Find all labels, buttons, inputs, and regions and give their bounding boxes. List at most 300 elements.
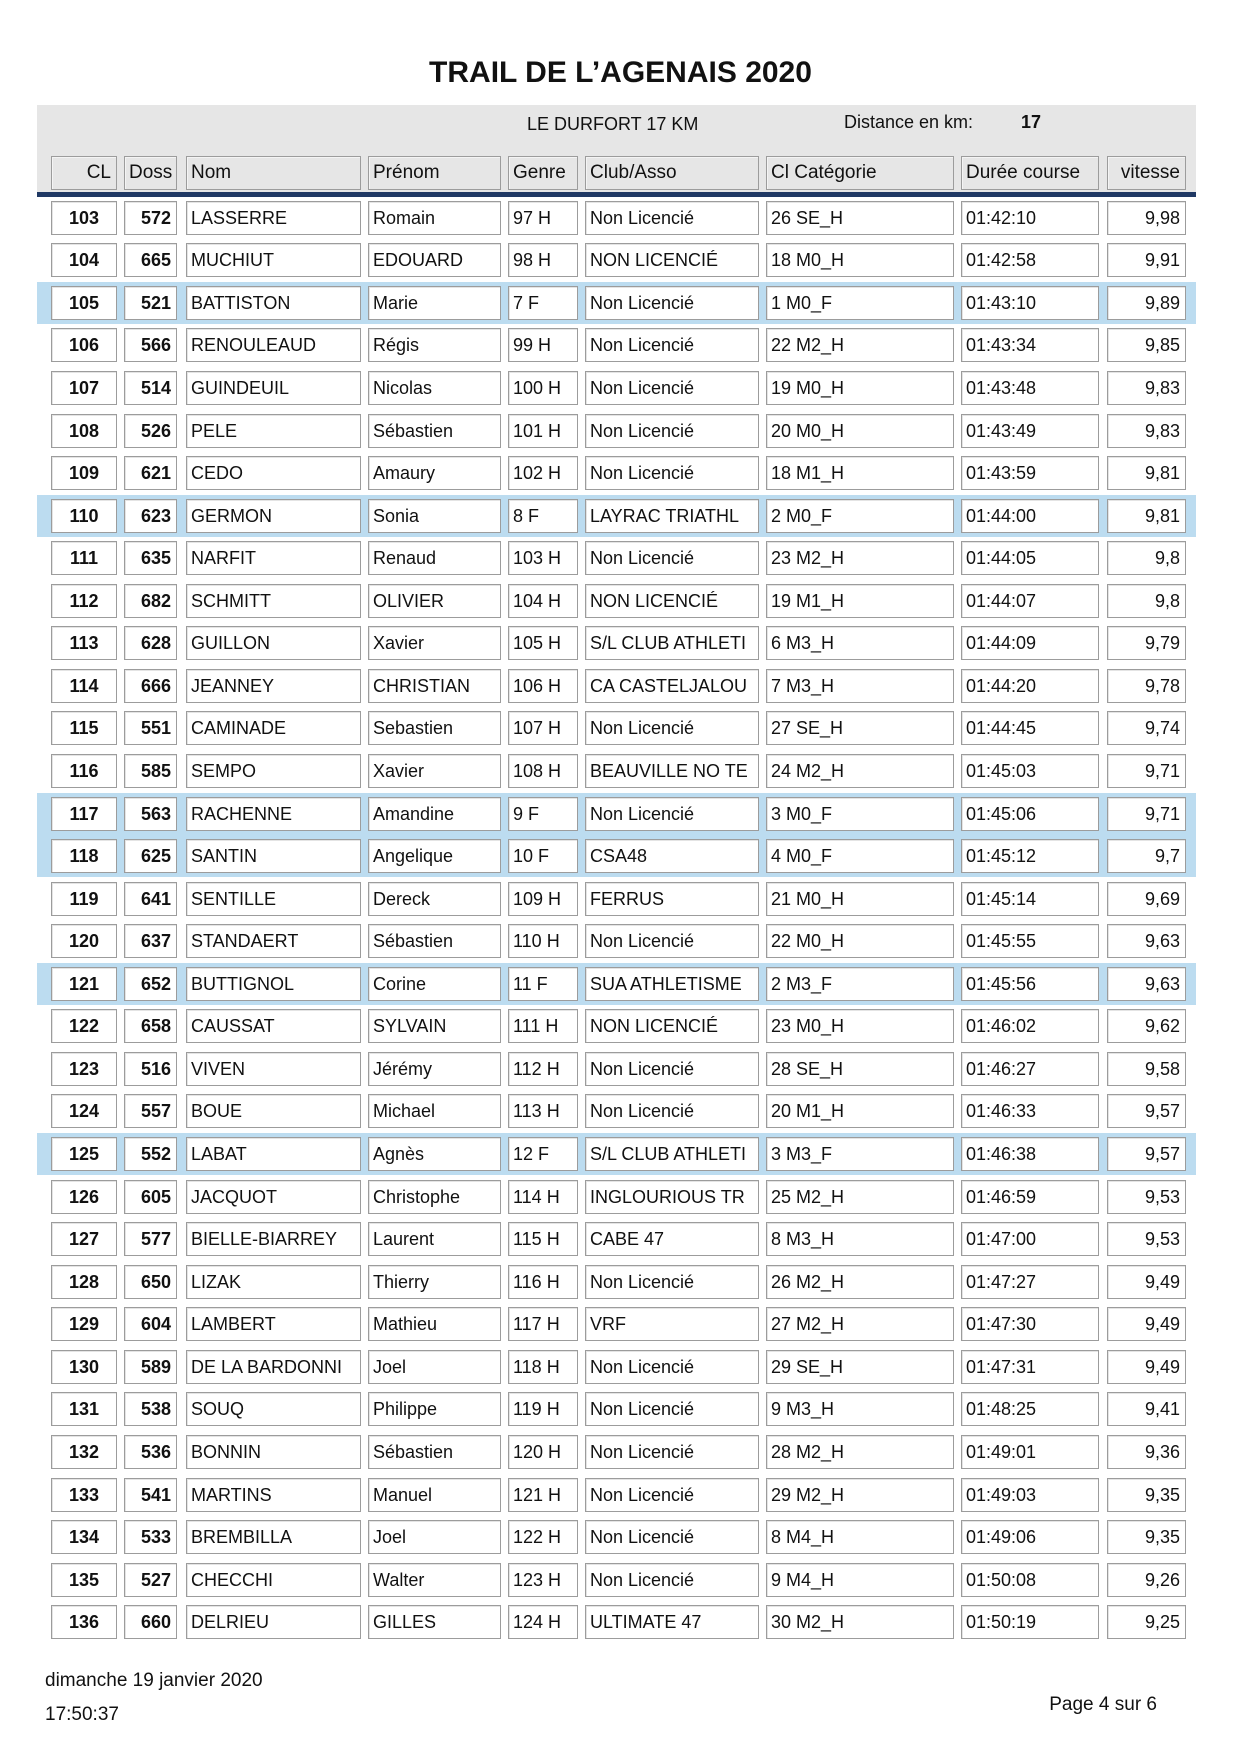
cell-time: 01:47:27	[961, 1265, 1099, 1299]
cell-rank: 123	[51, 1052, 117, 1086]
cell-rank: 120	[51, 924, 117, 958]
cell-rank: 134	[51, 1520, 117, 1554]
cell-gender-rank: 105 H	[508, 626, 578, 660]
result-row	[37, 1048, 1196, 1090]
cell-category-rank: 22 M2_H	[766, 328, 954, 362]
cell-category-rank: 8 M3_H	[766, 1222, 954, 1256]
cell-last-name: MARTINS	[186, 1478, 361, 1512]
column-header-doss: Doss	[124, 156, 177, 190]
cell-gender-rank: 107 H	[508, 711, 578, 745]
cell-gender-rank: 7 F	[508, 286, 578, 320]
cell-speed: 9,49	[1107, 1265, 1186, 1299]
cell-club: S/L CLUB ATHLETI	[585, 1137, 759, 1171]
cell-gender-rank: 118 H	[508, 1350, 578, 1384]
cell-gender-rank: 104 H	[508, 584, 578, 618]
cell-bib: 521	[124, 286, 177, 320]
cell-category-rank: 21 M0_H	[766, 882, 954, 916]
cell-rank: 112	[51, 584, 117, 618]
cell-club: Non Licencié	[585, 201, 759, 235]
cell-rank: 118	[51, 839, 117, 873]
cell-time: 01:45:14	[961, 882, 1099, 916]
cell-gender-rank: 102 H	[508, 456, 578, 490]
cell-club: Non Licencié	[585, 286, 759, 320]
cell-gender-rank: 112 H	[508, 1052, 578, 1086]
cell-speed: 9,81	[1107, 499, 1186, 533]
cell-category-rank: 3 M0_F	[766, 797, 954, 831]
cell-club: Non Licencié	[585, 1435, 759, 1469]
cell-speed: 9,36	[1107, 1435, 1186, 1469]
cell-first-name: Philippe	[368, 1392, 501, 1426]
cell-bib: 660	[124, 1605, 177, 1639]
cell-gender-rank: 98 H	[508, 243, 578, 277]
cell-first-name: Joel	[368, 1350, 501, 1384]
result-row	[37, 1133, 1196, 1175]
cell-bib: 551	[124, 711, 177, 745]
cell-speed: 9,71	[1107, 754, 1186, 788]
cell-club: Non Licencié	[585, 456, 759, 490]
result-row	[37, 920, 1196, 962]
cell-rank: 125	[51, 1137, 117, 1171]
cell-gender-rank: 122 H	[508, 1520, 578, 1554]
cell-last-name: BATTISTON	[186, 286, 361, 320]
cell-time: 01:44:00	[961, 499, 1099, 533]
cell-bib: 541	[124, 1478, 177, 1512]
cell-speed: 9,57	[1107, 1094, 1186, 1128]
cell-bib: 533	[124, 1520, 177, 1554]
result-row	[37, 665, 1196, 707]
cell-bib: 536	[124, 1435, 177, 1469]
cell-time: 01:44:05	[961, 541, 1099, 575]
cell-speed: 9,79	[1107, 626, 1186, 660]
cell-rank: 117	[51, 797, 117, 831]
result-row	[37, 835, 1196, 877]
cell-speed: 9,78	[1107, 669, 1186, 703]
cell-last-name: NARFIT	[186, 541, 361, 575]
cell-speed: 9,63	[1107, 924, 1186, 958]
column-header-nom: Nom	[186, 156, 361, 190]
cell-bib: 527	[124, 1563, 177, 1597]
result-row	[37, 1005, 1196, 1047]
cell-speed: 9,53	[1107, 1222, 1186, 1256]
footer-time: 17:50:37	[45, 1704, 119, 1725]
cell-last-name: BUTTIGNOL	[186, 967, 361, 1001]
cell-gender-rank: 123 H	[508, 1563, 578, 1597]
cell-bib: 514	[124, 371, 177, 405]
cell-club: Non Licencié	[585, 1520, 759, 1554]
cell-time: 01:45:56	[961, 967, 1099, 1001]
cell-club: Non Licencié	[585, 1094, 759, 1128]
page-title: TRAIL DE L’AGENAIS 2020	[429, 56, 812, 89]
cell-speed: 9,71	[1107, 797, 1186, 831]
cell-category-rank: 25 M2_H	[766, 1180, 954, 1214]
cell-category-rank: 29 M2_H	[766, 1478, 954, 1512]
cell-gender-rank: 113 H	[508, 1094, 578, 1128]
cell-last-name: MUCHIUT	[186, 243, 361, 277]
cell-club: S/L CLUB ATHLETI	[585, 626, 759, 660]
cell-category-rank: 27 M2_H	[766, 1307, 954, 1341]
cell-first-name: Dereck	[368, 882, 501, 916]
cell-gender-rank: 124 H	[508, 1605, 578, 1639]
cell-speed: 9,69	[1107, 882, 1186, 916]
cell-category-rank: 20 M0_H	[766, 414, 954, 448]
cell-last-name: PELE	[186, 414, 361, 448]
cell-category-rank: 29 SE_H	[766, 1350, 954, 1384]
cell-club: NON LICENCIÉ	[585, 243, 759, 277]
cell-time: 01:46:33	[961, 1094, 1099, 1128]
cell-speed: 9,98	[1107, 201, 1186, 235]
column-header-cl: CL	[51, 156, 117, 190]
cell-bib: 682	[124, 584, 177, 618]
cell-bib: 604	[124, 1307, 177, 1341]
cell-first-name: Sébastien	[368, 414, 501, 448]
cell-first-name: Sonia	[368, 499, 501, 533]
cell-first-name: GILLES	[368, 1605, 501, 1639]
cell-rank: 116	[51, 754, 117, 788]
cell-category-rank: 9 M4_H	[766, 1563, 954, 1597]
cell-club: FERRUS	[585, 882, 759, 916]
cell-first-name: EDOUARD	[368, 243, 501, 277]
cell-bib: 658	[124, 1009, 177, 1043]
cell-first-name: Sebastien	[368, 711, 501, 745]
cell-first-name: Xavier	[368, 754, 501, 788]
column-header-prenom: Prénom	[368, 156, 501, 190]
cell-rank: 124	[51, 1094, 117, 1128]
cell-speed: 9,62	[1107, 1009, 1186, 1043]
cell-category-rank: 28 SE_H	[766, 1052, 954, 1086]
cell-speed: 9,26	[1107, 1563, 1186, 1597]
cell-category-rank: 9 M3_H	[766, 1392, 954, 1426]
cell-last-name: RENOULEAUD	[186, 328, 361, 362]
cell-category-rank: 26 M2_H	[766, 1265, 954, 1299]
cell-speed: 9,35	[1107, 1478, 1186, 1512]
cell-bib: 585	[124, 754, 177, 788]
cell-first-name: Amandine	[368, 797, 501, 831]
cell-gender-rank: 109 H	[508, 882, 578, 916]
cell-time: 01:45:06	[961, 797, 1099, 831]
cell-first-name: Sébastien	[368, 1435, 501, 1469]
cell-first-name: Manuel	[368, 1478, 501, 1512]
cell-rank: 133	[51, 1478, 117, 1512]
cell-first-name: Thierry	[368, 1265, 501, 1299]
cell-club: CABE 47	[585, 1222, 759, 1256]
cell-club: Non Licencié	[585, 711, 759, 745]
cell-speed: 9,63	[1107, 967, 1186, 1001]
cell-club: LAYRAC TRIATHL	[585, 499, 759, 533]
cell-first-name: Laurent	[368, 1222, 501, 1256]
cell-gender-rank: 9 F	[508, 797, 578, 831]
cell-gender-rank: 106 H	[508, 669, 578, 703]
cell-rank: 103	[51, 201, 117, 235]
cell-first-name: Christophe	[368, 1180, 501, 1214]
cell-time: 01:47:31	[961, 1350, 1099, 1384]
cell-club: Non Licencié	[585, 797, 759, 831]
cell-speed: 9,49	[1107, 1307, 1186, 1341]
column-header-genre: Genre	[508, 156, 578, 190]
cell-bib: 557	[124, 1094, 177, 1128]
cell-bib: 589	[124, 1350, 177, 1384]
cell-time: 01:50:19	[961, 1605, 1099, 1639]
result-row	[37, 495, 1196, 537]
cell-last-name: LASSERRE	[186, 201, 361, 235]
cell-gender-rank: 120 H	[508, 1435, 578, 1469]
cell-last-name: CAUSSAT	[186, 1009, 361, 1043]
cell-club: Non Licencié	[585, 328, 759, 362]
cell-time: 01:44:07	[961, 584, 1099, 618]
cell-category-rank: 3 M3_F	[766, 1137, 954, 1171]
cell-speed: 9,8	[1107, 584, 1186, 618]
cell-speed: 9,83	[1107, 414, 1186, 448]
page-number: Page 4 sur 6	[1049, 1694, 1157, 1715]
cell-rank: 119	[51, 882, 117, 916]
result-row	[37, 1090, 1196, 1132]
cell-bib: 650	[124, 1265, 177, 1299]
cell-first-name: Sébastien	[368, 924, 501, 958]
cell-club: SUA ATHLETISME	[585, 967, 759, 1001]
cell-gender-rank: 12 F	[508, 1137, 578, 1171]
cell-gender-rank: 119 H	[508, 1392, 578, 1426]
cell-last-name: CHECCHI	[186, 1563, 361, 1597]
cell-speed: 9,35	[1107, 1520, 1186, 1554]
distance-value: 17	[1021, 112, 1042, 132]
result-row	[37, 537, 1196, 579]
cell-category-rank: 7 M3_H	[766, 669, 954, 703]
cell-first-name: Xavier	[368, 626, 501, 660]
cell-time: 01:43:49	[961, 414, 1099, 448]
cell-last-name: STANDAERT	[186, 924, 361, 958]
cell-category-rank: 20 M1_H	[766, 1094, 954, 1128]
cell-first-name: Walter	[368, 1563, 501, 1597]
cell-rank: 106	[51, 328, 117, 362]
cell-club: Non Licencié	[585, 414, 759, 448]
cell-gender-rank: 110 H	[508, 924, 578, 958]
cell-gender-rank: 103 H	[508, 541, 578, 575]
cell-rank: 109	[51, 456, 117, 490]
cell-category-rank: 23 M0_H	[766, 1009, 954, 1043]
cell-last-name: GERMON	[186, 499, 361, 533]
cell-speed: 9,83	[1107, 371, 1186, 405]
cell-category-rank: 26 SE_H	[766, 201, 954, 235]
cell-speed: 9,58	[1107, 1052, 1186, 1086]
cell-bib: 666	[124, 669, 177, 703]
cell-category-rank: 18 M0_H	[766, 243, 954, 277]
cell-last-name: LAMBERT	[186, 1307, 361, 1341]
cell-bib: 516	[124, 1052, 177, 1086]
cell-time: 01:47:30	[961, 1307, 1099, 1341]
cell-gender-rank: 100 H	[508, 371, 578, 405]
cell-time: 01:43:59	[961, 456, 1099, 490]
cell-club: CA CASTELJALOU	[585, 669, 759, 703]
cell-first-name: Régis	[368, 328, 501, 362]
result-row	[37, 1176, 1196, 1218]
cell-gender-rank: 10 F	[508, 839, 578, 873]
cell-first-name: Mathieu	[368, 1307, 501, 1341]
cell-time: 01:42:10	[961, 201, 1099, 235]
cell-speed: 9,89	[1107, 286, 1186, 320]
cell-club: ULTIMATE 47	[585, 1605, 759, 1639]
cell-club: Non Licencié	[585, 371, 759, 405]
column-header-vitesse: vitesse	[1107, 156, 1186, 190]
cell-last-name: CAMINADE	[186, 711, 361, 745]
cell-bib: 563	[124, 797, 177, 831]
cell-category-rank: 27 SE_H	[766, 711, 954, 745]
result-row	[37, 707, 1196, 749]
cell-rank: 108	[51, 414, 117, 448]
cell-time: 01:47:00	[961, 1222, 1099, 1256]
cell-rank: 105	[51, 286, 117, 320]
cell-rank: 107	[51, 371, 117, 405]
result-row	[37, 282, 1196, 324]
cell-last-name: CEDO	[186, 456, 361, 490]
cell-last-name: BIELLE-BIARREY	[186, 1222, 361, 1256]
cell-gender-rank: 108 H	[508, 754, 578, 788]
cell-rank: 130	[51, 1350, 117, 1384]
cell-last-name: SENTILLE	[186, 882, 361, 916]
footer-date: dimanche 19 janvier 2020	[45, 1670, 263, 1691]
cell-gender-rank: 101 H	[508, 414, 578, 448]
cell-last-name: BREMBILLA	[186, 1520, 361, 1554]
cell-category-rank: 4 M0_F	[766, 839, 954, 873]
cell-bib: 635	[124, 541, 177, 575]
cell-time: 01:46:38	[961, 1137, 1099, 1171]
cell-category-rank: 28 M2_H	[766, 1435, 954, 1469]
cell-bib: 628	[124, 626, 177, 660]
cell-first-name: Angelique	[368, 839, 501, 873]
cell-time: 01:43:34	[961, 328, 1099, 362]
cell-gender-rank: 11 F	[508, 967, 578, 1001]
cell-last-name: GUILLON	[186, 626, 361, 660]
cell-bib: 577	[124, 1222, 177, 1256]
cell-last-name: BOUE	[186, 1094, 361, 1128]
cell-time: 01:48:25	[961, 1392, 1099, 1426]
cell-time: 01:43:10	[961, 286, 1099, 320]
cell-time: 01:43:48	[961, 371, 1099, 405]
cell-first-name: Romain	[368, 201, 501, 235]
cell-rank: 132	[51, 1435, 117, 1469]
result-row	[37, 963, 1196, 1005]
cell-club: Non Licencié	[585, 1350, 759, 1384]
result-row	[37, 1303, 1196, 1345]
cell-bib: 605	[124, 1180, 177, 1214]
cell-last-name: LIZAK	[186, 1265, 361, 1299]
cell-club: INGLOURIOUS TR	[585, 1180, 759, 1214]
cell-first-name: Renaud	[368, 541, 501, 575]
result-row	[37, 1346, 1196, 1388]
cell-club: Non Licencié	[585, 924, 759, 958]
cell-gender-rank: 115 H	[508, 1222, 578, 1256]
cell-category-rank: 1 M0_F	[766, 286, 954, 320]
cell-last-name: RACHENNE	[186, 797, 361, 831]
cell-speed: 9,8	[1107, 541, 1186, 575]
cell-speed: 9,74	[1107, 711, 1186, 745]
cell-time: 01:46:59	[961, 1180, 1099, 1214]
cell-first-name: OLIVIER	[368, 584, 501, 618]
result-row	[37, 1431, 1196, 1473]
cell-gender-rank: 114 H	[508, 1180, 578, 1214]
cell-club: Non Licencié	[585, 1478, 759, 1512]
result-row	[37, 1218, 1196, 1260]
cell-first-name: Jérémy	[368, 1052, 501, 1086]
cell-last-name: SCHMITT	[186, 584, 361, 618]
cell-last-name: JACQUOT	[186, 1180, 361, 1214]
result-row	[37, 793, 1196, 835]
cell-rank: 113	[51, 626, 117, 660]
cell-speed: 9,57	[1107, 1137, 1186, 1171]
cell-time: 01:49:06	[961, 1520, 1099, 1554]
cell-last-name: BONNIN	[186, 1435, 361, 1469]
cell-time: 01:50:08	[961, 1563, 1099, 1597]
cell-speed: 9,85	[1107, 328, 1186, 362]
cell-bib: 552	[124, 1137, 177, 1171]
column-header-duree: Durée course	[961, 156, 1099, 190]
cell-first-name: CHRISTIAN	[368, 669, 501, 703]
cell-speed: 9,81	[1107, 456, 1186, 490]
cell-bib: 625	[124, 839, 177, 873]
cell-club: Non Licencié	[585, 1265, 759, 1299]
result-row	[37, 197, 1196, 239]
cell-rank: 122	[51, 1009, 117, 1043]
result-row	[37, 410, 1196, 452]
cell-club: NON LICENCIÉ	[585, 1009, 759, 1043]
cell-last-name: GUINDEUIL	[186, 371, 361, 405]
cell-time: 01:45:12	[961, 839, 1099, 873]
cell-bib: 641	[124, 882, 177, 916]
cell-category-rank: 2 M0_F	[766, 499, 954, 533]
result-row	[37, 239, 1196, 281]
cell-category-rank: 19 M0_H	[766, 371, 954, 405]
cell-club: Non Licencié	[585, 1563, 759, 1597]
result-row	[37, 622, 1196, 664]
cell-first-name: Amaury	[368, 456, 501, 490]
result-row	[37, 1261, 1196, 1303]
cell-rank: 104	[51, 243, 117, 277]
cell-category-rank: 19 M1_H	[766, 584, 954, 618]
cell-last-name: SOUQ	[186, 1392, 361, 1426]
cell-rank: 135	[51, 1563, 117, 1597]
cell-gender-rank: 97 H	[508, 201, 578, 235]
cell-gender-rank: 121 H	[508, 1478, 578, 1512]
cell-time: 01:45:03	[961, 754, 1099, 788]
distance-label: Distance en km:	[844, 112, 974, 132]
cell-club: Non Licencié	[585, 1392, 759, 1426]
cell-club: BEAUVILLE NO TE	[585, 754, 759, 788]
result-row	[37, 580, 1196, 622]
cell-speed: 9,41	[1107, 1392, 1186, 1426]
cell-category-rank: 22 M0_H	[766, 924, 954, 958]
cell-bib: 566	[124, 328, 177, 362]
cell-first-name: Joel	[368, 1520, 501, 1554]
cell-bib: 623	[124, 499, 177, 533]
cell-speed: 9,53	[1107, 1180, 1186, 1214]
cell-last-name: JEANNEY	[186, 669, 361, 703]
result-row	[37, 452, 1196, 494]
cell-category-rank: 24 M2_H	[766, 754, 954, 788]
cell-rank: 136	[51, 1605, 117, 1639]
cell-club: NON LICENCIÉ	[585, 584, 759, 618]
cell-time: 01:45:55	[961, 924, 1099, 958]
cell-rank: 131	[51, 1392, 117, 1426]
cell-time: 01:49:03	[961, 1478, 1099, 1512]
cell-bib: 621	[124, 456, 177, 490]
cell-time: 01:44:20	[961, 669, 1099, 703]
cell-rank: 114	[51, 669, 117, 703]
cell-last-name: LABAT	[186, 1137, 361, 1171]
result-row	[37, 878, 1196, 920]
cell-time: 01:49:01	[961, 1435, 1099, 1469]
cell-category-rank: 8 M4_H	[766, 1520, 954, 1554]
column-header-categorie: Cl Catégorie	[766, 156, 954, 190]
cell-last-name: DELRIEU	[186, 1605, 361, 1639]
cell-club: Non Licencié	[585, 1052, 759, 1086]
